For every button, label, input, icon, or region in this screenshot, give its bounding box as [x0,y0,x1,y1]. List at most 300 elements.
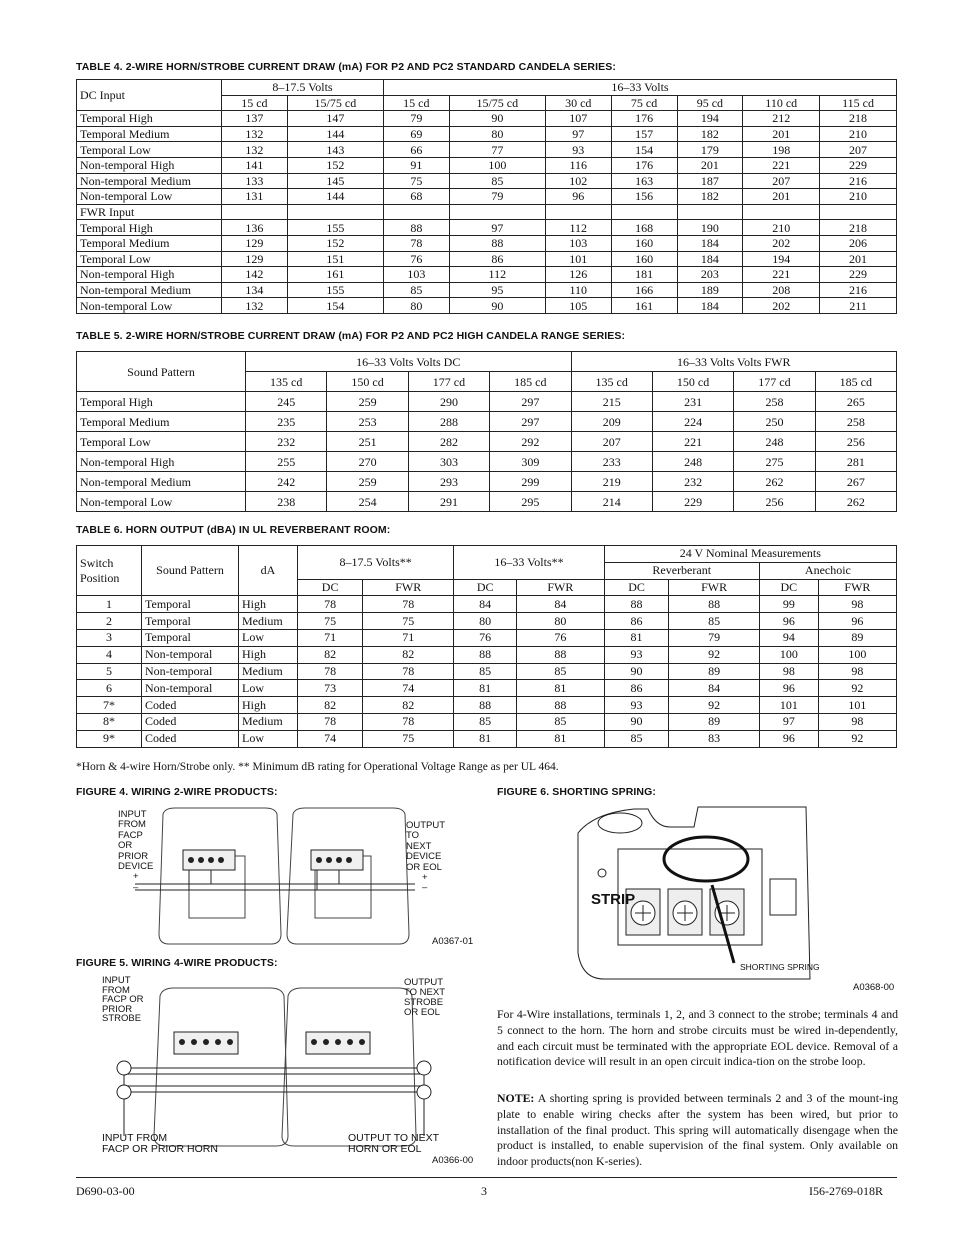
table-cell: 255 [246,452,327,472]
table-cell: 259 [327,392,408,412]
table6-h-reverb: Reverberant [604,562,759,579]
table6-footnote: *Horn & 4-wire Horn/Strobe only. ** Minimum dB rating for Operational Voltage Range as per UL 464. [76,761,559,773]
switch-position: 5 [77,663,142,680]
table-cell: 267 [815,472,896,492]
sound-pattern: Coded [142,730,239,747]
table-cell: 107 [545,111,611,127]
table-cell: 232 [652,472,733,492]
row-label: Temporal High [77,220,222,236]
table-cell: 105 [545,298,611,314]
table6-h-fwr: FWR [818,579,896,596]
table-cell: 291 [408,492,489,512]
fig6-spring-label: SHORTING SPRING [740,962,820,972]
row-label: Non-temporal Medium [77,282,222,298]
table-cell: 229 [820,267,897,283]
table-cell: 250 [734,412,815,432]
table-cell: 101 [759,697,818,714]
table5-col-header: 150 cd [652,372,733,392]
table4-caption: TABLE 4. 2-WIRE HORN/STROBE CURRENT DRAW (mA) FOR P2 AND PC2 STANDARD CANDELA SERIES: [76,61,616,73]
table-cell: 88 [669,596,759,613]
fig4-out-line: OUTPUT [406,820,446,831]
table-cell: 85 [454,713,517,730]
fig4-plate-left [159,808,281,944]
table-cell: 254 [327,492,408,512]
table-cell: 142 [222,267,288,283]
da-level: High [239,596,298,613]
table-cell: 258 [815,412,896,432]
table-row [77,251,897,267]
table-cell: 152 [287,235,383,251]
table-cell: 78 [298,713,363,730]
table6-h-dc: DC [759,579,818,596]
table-cell: 145 [287,173,383,189]
table-cell: 81 [604,629,669,646]
table-cell: 143 [287,142,383,158]
fig4-minus: – [133,881,139,893]
table-cell: 82 [298,697,363,714]
table-cell: 86 [604,680,669,697]
row-label: Temporal Low [77,432,246,452]
table-cell: 102 [545,173,611,189]
table-cell: 98 [818,713,896,730]
table-cell: 134 [222,282,288,298]
table-cell [743,204,820,220]
switch-position: 1 [77,596,142,613]
row-label: Temporal Low [77,142,222,158]
table-cell: 181 [611,267,677,283]
da-level: Medium [239,713,298,730]
table-cell: 101 [545,251,611,267]
table-row [77,697,897,714]
fig6-spring-highlight [664,837,748,881]
row-label: Temporal Medium [77,412,246,432]
fig5-out-line: TO NEXT [404,987,445,998]
fig5-out-line: OUTPUT [404,977,444,988]
table-cell: 194 [677,111,743,127]
table-cell: 282 [408,432,489,452]
table-cell: 93 [604,697,669,714]
table-cell: 295 [490,492,571,512]
fig4-out-line: TO [406,830,420,842]
table-cell: 137 [222,111,288,127]
fig5-input-label [102,976,144,1024]
table-cell: 147 [287,111,383,127]
table-cell: 132 [222,298,288,314]
table5 [76,351,897,512]
table-row [77,432,897,452]
table-cell: 92 [818,730,896,747]
fig4-caption: FIGURE 4. WIRING 2-WIRE PRODUCTS: [76,786,278,798]
table-cell: 161 [287,267,383,283]
row-label: Non-temporal Low [77,189,222,205]
fig4-out-line: OR EOL [406,861,442,873]
table-cell: 144 [287,126,383,142]
table-cell: 259 [327,472,408,492]
table-cell: 194 [743,251,820,267]
table-row [77,472,897,492]
table-cell: 90 [604,663,669,680]
table-cell: 208 [743,282,820,298]
table-row [77,412,897,432]
table-row [77,142,897,158]
fig4-in-line: FACP [118,829,143,841]
table-cell: 76 [383,251,449,267]
table-row [77,298,897,314]
table6 [76,545,897,748]
table-cell: 88 [383,220,449,236]
table-cell: 94 [759,629,818,646]
table6-h-pattern: Sound Pattern [142,546,239,596]
switch-position: 2 [77,613,142,630]
table-cell: 179 [677,142,743,158]
table-cell: 78 [383,235,449,251]
fig5-in-line: STROBE [102,1013,142,1025]
table6-h-fwr: FWR [517,579,605,596]
table-cell: 96 [818,613,896,630]
table-cell: 184 [677,298,743,314]
table6-h-dc: DC [454,579,517,596]
note-text: A shorting spring is provided between terminals 2 and 3 of the mount-ing plate to enable wiring checks after the system has been wired, but prior to installation of the final product. This spring will automatically disengage when the product is installed, to enable supervision of the final system. Only available on indoor products(non K-series). [497,1091,898,1169]
table-cell: 216 [820,282,897,298]
table-cell: 218 [820,220,897,236]
table-cell: 100 [759,646,818,663]
table-cell: 211 [820,298,897,314]
table-row [77,613,897,630]
table-cell: 201 [743,189,820,205]
table-cell: 245 [246,392,327,412]
table-cell: 265 [815,392,896,412]
fig5-in-line: INPUT [102,975,131,986]
table-cell: 81 [517,680,605,697]
table-cell: 80 [383,298,449,314]
row-label: Temporal Medium [77,235,222,251]
table-cell: 85 [449,173,545,189]
table5-col-header: 185 cd [815,372,896,392]
table-cell: 187 [677,173,743,189]
table-cell: 92 [669,697,759,714]
table-cell: 93 [545,142,611,158]
table-cell: 78 [298,596,363,613]
table-cell: 77 [449,142,545,158]
table-cell: 156 [611,189,677,205]
table-cell: 92 [669,646,759,663]
table-cell: 66 [383,142,449,158]
table-cell: 110 [545,282,611,298]
fig4-in-line: FROM [118,819,146,831]
table-row [77,392,897,412]
table4 [76,79,897,314]
switch-position: 9* [77,730,142,747]
table-cell: 97 [449,220,545,236]
table-cell: 74 [363,680,454,697]
table-cell: 81 [454,730,517,747]
table-cell: 251 [327,432,408,452]
table5-col-header: 135 cd [571,372,652,392]
table-cell: 71 [298,629,363,646]
table-cell: 229 [652,492,733,512]
table-row [77,713,897,730]
table-cell: 275 [734,452,815,472]
fig4-output-label [406,821,445,894]
fig5-out-line: STROBE [404,997,444,1008]
table-cell: 154 [611,142,677,158]
table-cell: 73 [298,680,363,697]
table6-h-g2: 16–33 Volts** [454,546,604,580]
table-cell: 242 [246,472,327,492]
fig4-plate-right [287,808,409,944]
table-cell: 83 [669,730,759,747]
table-row [77,596,897,613]
table-row [77,173,897,189]
table-cell: 96 [759,613,818,630]
fig6-caption: FIGURE 6. SHORTING SPRING: [497,786,656,798]
fig5-plate-right [282,988,416,1146]
note-label: NOTE: [497,1091,535,1105]
table-cell: 210 [820,126,897,142]
switch-position: 4 [77,646,142,663]
table-cell: 238 [246,492,327,512]
table-cell [222,204,288,220]
table-cell: 155 [287,220,383,236]
table-cell: 297 [490,412,571,432]
table-cell: 163 [611,173,677,189]
table-row [77,267,897,283]
table-cell: 78 [363,596,454,613]
table-cell: 136 [222,220,288,236]
table-cell: 201 [677,157,743,173]
table-cell: 98 [759,663,818,680]
table6-h-fwr: FWR [363,579,454,596]
table-cell: 93 [604,646,669,663]
table-cell: 76 [517,629,605,646]
table-cell: 202 [743,235,820,251]
fig4-input-label [118,810,153,893]
table-cell: 216 [820,173,897,189]
table-cell: 86 [604,613,669,630]
da-level: Low [239,730,298,747]
table-cell: 160 [611,235,677,251]
fig4-in-line: DEVICE [118,861,154,873]
table-cell: 88 [517,646,605,663]
table-cell: 99 [759,596,818,613]
table-cell [545,204,611,220]
table-cell: 98 [818,596,896,613]
table-cell: 126 [545,267,611,283]
sound-pattern: Coded [142,713,239,730]
table-row [77,111,897,127]
table-cell: 141 [222,157,288,173]
row-label: Non-temporal Low [77,492,246,512]
table6-h-dc: DC [298,579,363,596]
table-cell: 112 [545,220,611,236]
table-cell: 79 [383,111,449,127]
fig4-in-line: PRIOR [118,850,149,862]
table6-h-anechoic: Anechoic [759,562,896,579]
table-cell [449,204,545,220]
table-cell: 84 [669,680,759,697]
fig6-code: A0368-00 [853,982,895,993]
row-label: Temporal Medium [77,126,222,142]
table-cell: 270 [327,452,408,472]
paragraph-note [497,1091,898,1170]
table5-col-header: 177 cd [408,372,489,392]
table-cell: 88 [449,235,545,251]
table-cell: 82 [363,697,454,714]
table-cell: 207 [571,432,652,452]
table-cell: 219 [571,472,652,492]
table4-group1: 8–17.5 Volts [222,80,384,96]
table-cell: 96 [545,189,611,205]
table-cell: 75 [383,173,449,189]
table-cell: 232 [246,432,327,452]
table-cell: 262 [734,472,815,492]
table5-col-header: 185 cd [490,372,571,392]
table-cell: 129 [222,251,288,267]
table-cell: 90 [449,111,545,127]
table-cell: 202 [743,298,820,314]
table-cell: 75 [363,613,454,630]
table-cell: 206 [820,235,897,251]
table-cell: 103 [383,267,449,283]
fig5-in2-line: FACP OR PRIOR HORN [102,1143,218,1155]
sound-pattern: Non-temporal [142,663,239,680]
table6-h-g3: 24 V Nominal Measurements [604,546,896,563]
fig4-plus: + [133,871,139,883]
table-cell: 210 [820,189,897,205]
table-cell: 69 [383,126,449,142]
table-row [77,220,897,236]
table-cell: 90 [604,713,669,730]
table5-col-header: 177 cd [734,372,815,392]
table5-row-header: Sound Pattern [77,352,246,392]
fig4-minus: – [422,882,428,894]
table-cell: 221 [743,267,820,283]
table-cell: 78 [298,663,363,680]
table-cell: 78 [363,663,454,680]
table4-col-header: 15/75 cd [287,95,383,111]
table5-col-header: 135 cd [246,372,327,392]
table-cell: 201 [820,251,897,267]
table-cell [820,204,897,220]
table4-group2: 16–33 Volts [383,80,896,96]
table4-col-header: 110 cd [743,95,820,111]
table-cell: 207 [820,142,897,158]
table-cell: 71 [363,629,454,646]
table5-group2: 16–33 Volts Volts FWR [571,352,897,372]
table-cell: 224 [652,412,733,432]
table-cell: 281 [815,452,896,472]
table-cell: 78 [363,713,454,730]
row-label: Non-temporal High [77,157,222,173]
table-cell: 190 [677,220,743,236]
switch-position: 7* [77,697,142,714]
row-label: Non-temporal Medium [77,173,222,189]
table-cell: 100 [818,646,896,663]
table-cell: 82 [298,646,363,663]
table-cell: 95 [449,282,545,298]
da-level: Low [239,680,298,697]
table-cell: 253 [327,412,408,432]
fig5-in-line: PRIOR [102,1003,133,1015]
row-label: Temporal Low [77,251,222,267]
table-cell: 293 [408,472,489,492]
table-cell: 100 [449,157,545,173]
table-cell: 151 [287,251,383,267]
table-cell: 182 [677,126,743,142]
table-cell: 235 [246,412,327,432]
row-label: Non-temporal High [77,452,246,472]
table-cell: 258 [734,392,815,412]
table-cell: 231 [652,392,733,412]
table4-col-header: 95 cd [677,95,743,111]
table-cell: 88 [454,697,517,714]
table6-h-dc: DC [604,579,669,596]
table-cell: 88 [454,646,517,663]
table-cell: 79 [449,189,545,205]
table5-col-header: 150 cd [327,372,408,392]
table-cell: 132 [222,126,288,142]
table-cell: 89 [669,713,759,730]
table-cell: 288 [408,412,489,432]
fig6-strip-label: STRIP [591,891,636,908]
fig4-out-line: DEVICE [406,851,442,863]
fig4-in-line: OR [118,840,133,852]
table-cell: 303 [408,452,489,472]
fig5-out2-line: HORN OR EOL [348,1143,422,1155]
table-cell: 80 [517,613,605,630]
footer-page-number: 3 [481,1184,487,1198]
table-cell: 218 [820,111,897,127]
paragraph-4wire: For 4-Wire installations, terminals 1, 2, and 3 connect to the strobe; terminals 4 and 5 connect to the horn. The horn and strobe circuits must be wired in-dependently, and each circuit must be terminated with the appropriate EOL device. Removal of a notification device will result in an open circuit indica-tion on the strobe loop. [497,1007,898,1069]
table-cell: 85 [517,663,605,680]
table-cell: 166 [611,282,677,298]
fig5-out2-line: OUTPUT TO NEXT [348,1132,440,1144]
row-label: FWR Input [77,204,222,220]
table-cell: 214 [571,492,652,512]
table-cell: 184 [677,251,743,267]
table-cell: 161 [611,298,677,314]
table-cell: 297 [490,392,571,412]
sound-pattern: Temporal [142,629,239,646]
table-cell: 144 [287,189,383,205]
table-cell: 80 [449,126,545,142]
table-cell: 116 [545,157,611,173]
table-row [77,157,897,173]
table6-h-g1: 8–17.5 Volts** [298,546,454,580]
table-cell: 84 [517,596,605,613]
table-cell: 133 [222,173,288,189]
table4-col-header: 30 cd [545,95,611,111]
footer-rule [76,1177,897,1178]
table-row [77,452,897,472]
fig5-in2-line: INPUT FROM [102,1132,168,1144]
table-cell: 155 [287,282,383,298]
da-level: Medium [239,663,298,680]
table-cell: 79 [669,629,759,646]
table-cell: 112 [449,267,545,283]
table-cell: 97 [759,713,818,730]
sound-pattern: Non-temporal [142,680,239,697]
table-cell: 85 [454,663,517,680]
table4-row-header: DC Input [77,80,222,111]
table-cell: 201 [743,126,820,142]
fig4-code: A0367-01 [432,936,474,947]
table-cell: 221 [652,432,733,452]
table-cell: 290 [408,392,489,412]
table-cell: 176 [611,111,677,127]
table-row [77,629,897,646]
footer-doc-number: D690-03-00 [76,1184,135,1198]
